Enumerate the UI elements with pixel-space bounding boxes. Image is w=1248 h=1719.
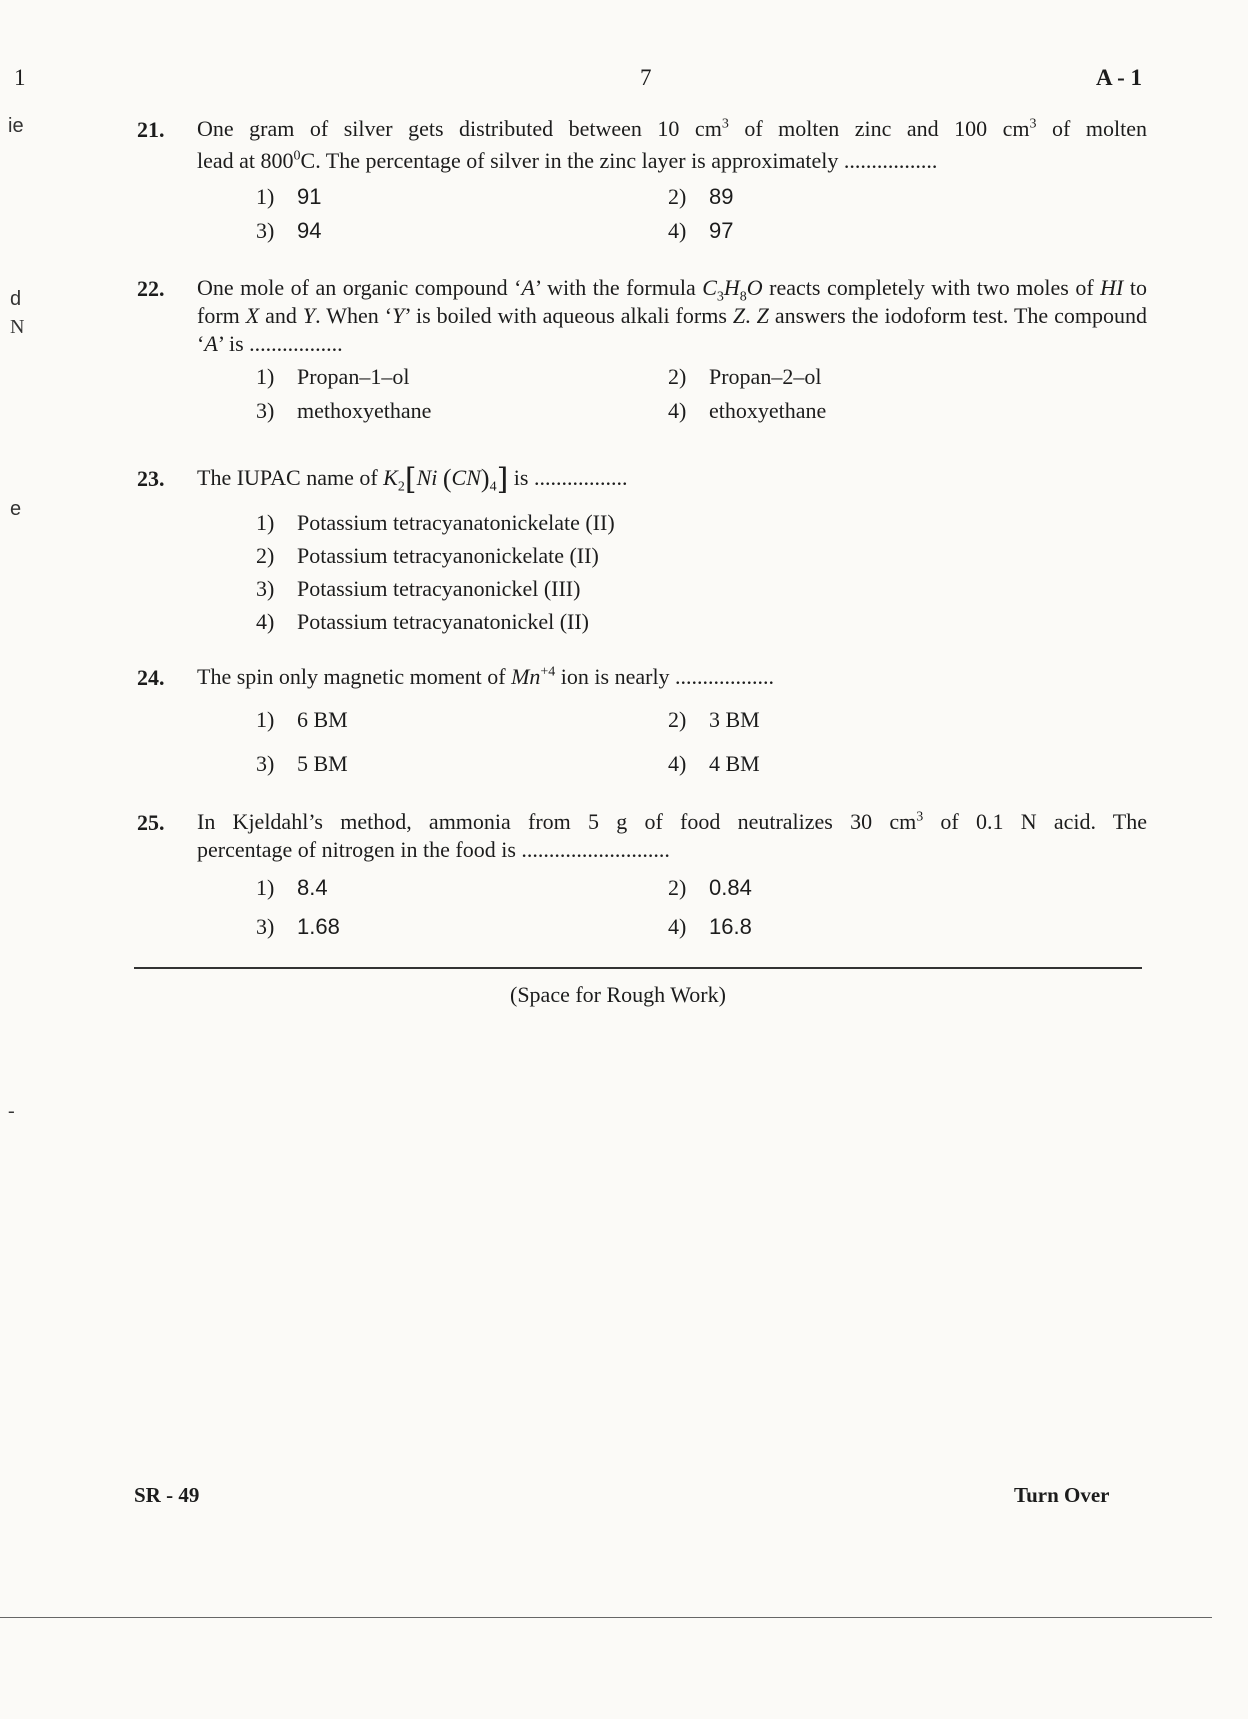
option: 1) 6 BM bbox=[256, 707, 348, 732]
margin-fragment: ie bbox=[8, 115, 24, 137]
option: 1) 91 bbox=[256, 184, 322, 209]
question-number: 21. bbox=[137, 117, 165, 142]
question-21-text: One gram of silver gets distributed between 10 $cm^3$ of molten zinc and 100 $cm^3$ of molten lead at $800^0C$. The percentage of silver in the zinc layer is approximately ................. bbox=[197, 116, 1147, 173]
option: 1) 8.4 bbox=[256, 875, 328, 900]
booklet-code: A - 1 bbox=[1096, 65, 1142, 90]
question-24-text: The spin only magnetic moment of $Mn^{+4}$ ion is nearly .................. bbox=[197, 664, 775, 689]
turn-over-label: Turn Over bbox=[1014, 1483, 1110, 1507]
margin-fragment: - bbox=[8, 1100, 15, 1122]
question-23-text: The IUPAC name of $K_2[Ni$ $(CN)_4$] is ................. bbox=[197, 462, 628, 497]
option: 4) 97 bbox=[668, 218, 734, 243]
margin-fragment-top: 1 bbox=[14, 65, 26, 90]
option: 4) 4 BM bbox=[668, 751, 760, 776]
question-number: 22. bbox=[137, 276, 165, 301]
option: 2) Potassium tetracyanonickelate (II) bbox=[256, 543, 599, 568]
page-number: 7 bbox=[640, 65, 652, 90]
option: 3) 5 BM bbox=[256, 751, 348, 776]
option: 4) ethoxyethane bbox=[668, 398, 827, 423]
option: 4) Potassium tetracyanatonickel (II) bbox=[256, 609, 590, 634]
option: 4) 16.8 bbox=[668, 914, 752, 939]
footer-code: SR - 49 bbox=[134, 1483, 200, 1507]
question-number: 23. bbox=[137, 466, 165, 491]
page-bottom-line bbox=[0, 1617, 1212, 1618]
margin-fragment: N bbox=[10, 316, 25, 338]
question-number: 25. bbox=[137, 810, 165, 835]
option: 3) 1.68 bbox=[256, 914, 340, 939]
question-22-text: One mole of an organic compound ‘A’ with the formula $C_3H_8O$ reacts completely with two moles of HI to form X and Y. When ‘Y’ is boiled with aqueous alkali forms Z. Z answers the iodoform test. The compound ‘A’ is ................. bbox=[197, 275, 1148, 356]
divider bbox=[134, 967, 1142, 969]
option: 1) Propan–1–ol bbox=[256, 364, 410, 389]
option: 2) Propan–2–ol bbox=[668, 364, 822, 389]
option: 2) 0.84 bbox=[668, 875, 752, 900]
option: 2) 3 BM bbox=[668, 707, 760, 732]
question-number: 24. bbox=[137, 665, 165, 690]
rough-work-label: (Space for Rough Work) bbox=[510, 982, 726, 1007]
question-25-text: In Kjeldahl’s method, ammonia from 5 g of food neutralizes 30 $cm^3$ of 0.1 N acid. The percentage of nitrogen in the food is ........................... bbox=[197, 809, 1148, 862]
option: 3) methoxyethane bbox=[256, 398, 432, 423]
option: 1) Potassium tetracyanatonickelate (II) bbox=[256, 510, 615, 535]
margin-fragment: e bbox=[10, 498, 22, 520]
option: 3) 94 bbox=[256, 218, 322, 243]
option: 3) Potassium tetracyanonickel (III) bbox=[256, 576, 581, 601]
margin-fragment: d bbox=[10, 288, 22, 310]
option: 2) 89 bbox=[668, 184, 734, 209]
